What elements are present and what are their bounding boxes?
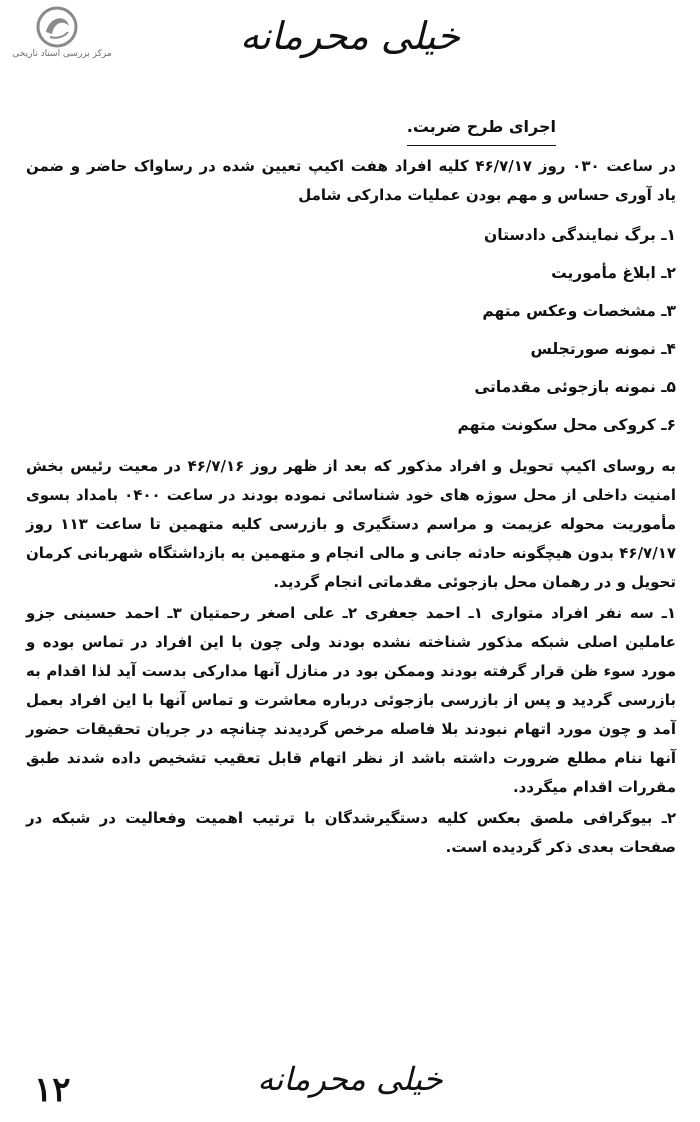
documents-list <box>26 216 676 444</box>
list-item: ۵ـ نمونه بازجوئی مقدماتی <box>474 378 676 396</box>
classification-footer: خیلی محرمانه <box>257 1060 443 1098</box>
document-body <box>26 112 676 862</box>
archive-logo-caption: مرکز بررسی اسناد تاریخی <box>12 49 112 59</box>
list-item: ۶ـ کروکی محل سکونت متهم <box>457 416 676 434</box>
list-item: ۲ـ ابلاغ مأموریت <box>551 264 676 282</box>
fugitives-paragraph: ۱ـ سه نفر افراد متواری ۱ـ احمد جعفری ۲ـ علی اصغر رحمتیان ۳ـ احمد حسینی جزو عاملین اصلی شبکه مذکور شناخته نشده بودند ولی چون با این افراد در تماس بوده و مورد سوء ظن قرار گرفته بودند وممکن بود در منازل آنها مدارکی بدست آید لذا اقدام به بازرسی گردید و پس از بازرسی بازجوئی درباره معاشرت و تماس آنها با این افراد بعمل آمد و چون مورد اتهام نبودند بلا فاصله مرخص گردیدند چنانچه در جریان تحقیقات حضور آنها ننام مطلع ضرورت داشته باشد از نظر اتهام قابل تعقیب تشخیص داده شدند طبق مقررات اقدام میگردد. <box>26 604 676 796</box>
biography-paragraph: ۲ـ بیوگرافی ملصق بعکس کلیه دستگیرشدگان با ترتیب اهمیت وفعالیت در شبکه در صفحات بعدی ذکر گردیده است. <box>26 809 676 856</box>
intro-paragraph: در ساعت ۰۳۰ روز ۴۶/۷/۱۷ کلیه افراد هفت اکیپ تعیین شده در رساواک حاضر و ضمن یاد آوری حساس و مهم بودن عملیات مدارکی شامل <box>26 157 676 204</box>
document-heading: اجرای طرح ضربت. <box>407 112 556 146</box>
list-item: ۱ـ برگ نمایندگی دادستان <box>484 226 676 244</box>
handover-paragraph: به روسای اکیپ تحویل و افراد مذکور که بعد از ظهر روز ۴۶/۷/۱۶ در معیت رئیس بخش امنیت داخلی از محل سوژه های خود شناسائی نموده بودند در ساعت ۰۴۰۰ بامداد بسوی مأموریت محوله عزیمت و مراسم دستگیری و بازرسی کلیه متهمین تا ساعت ۱۱۳ روز ۴۶/۷/۱۷ بدون هیچگونه حادثه جانی و مالی انجام و متهمین به بازداشتگاه شهربانی کرمان تحویل و در رهمان محل بازجوئی مقدماتی انجام گردید. <box>26 457 677 591</box>
list-item: ۳ـ مشخصات وعکس متهم <box>482 302 676 320</box>
page-number: ۱۲ <box>34 1070 71 1110</box>
classification-header: خیلی محرمانه <box>239 14 461 58</box>
list-item: ۴ـ نمونه صورتجلس <box>530 340 676 358</box>
